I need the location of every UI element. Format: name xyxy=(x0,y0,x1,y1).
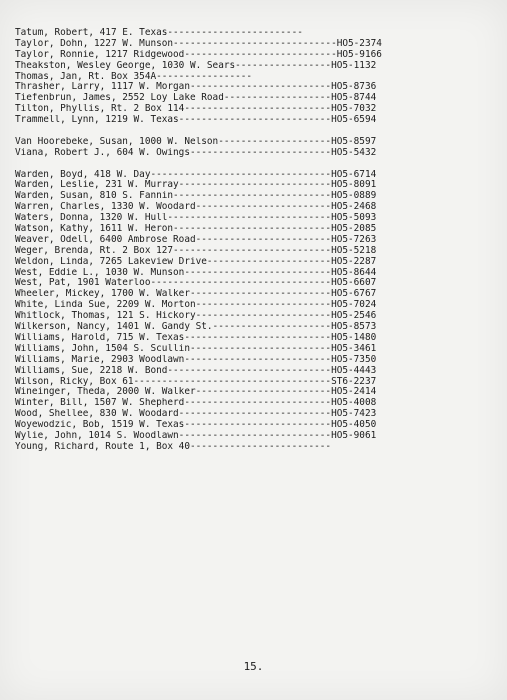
directory-list xyxy=(15,28,485,453)
directory-entry: Williams, Sue, 2218 W. Bond-----------------------------HO5-4443 xyxy=(15,365,377,376)
directory-entry: Williams, Marie, 2903 Woodlawn--------------------------HO5-7350 xyxy=(15,354,377,365)
directory-entry: Warden, Leslie, 231 W. Murray---------------------------HO5-8091 xyxy=(15,180,377,191)
directory-entry: Tiefenbrun, James, 2552 Loy Lake Road-------------------HO5-8744 xyxy=(15,93,377,104)
directory-entry: Waters, Donna, 1320 W. Hull-----------------------------HO5-5093 xyxy=(15,213,377,224)
directory-entry: Warren, Charles, 1330 W. Woodard------------------------HO5-2468 xyxy=(15,202,377,213)
directory-entry: White, Linda Sue, 2209 W. Morton------------------------HO5-7024 xyxy=(15,300,377,311)
directory-entry: Thrasher, Larry, 1117 W. Morgan-------------------------HO5-8736 xyxy=(15,82,377,93)
directory-entry: Young, Richard, Route 1, Box 40------------------------- xyxy=(15,441,332,452)
directory-entry: Warden, Susan, 810 S. Fannin----------------------------HO5-0889 xyxy=(15,191,377,202)
directory-entry: Theakston, Wesley George, 1030 W. Sears-----------------HO5-1132 xyxy=(15,60,377,71)
directory-entry: Watson, Kathy, 1611 W. Heron----------------------------HO5-2085 xyxy=(15,224,377,235)
directory-entry: Weaver, Odell, 6400 Ambrose Road------------------------HO5-7263 xyxy=(15,234,377,245)
directory-entry: West, Eddie L., 1030 W. Munson--------------------------HO5-8644 xyxy=(15,267,377,278)
directory-entry: Viana, Robert J., 604 W. Owings-------------------------HO5-5432 xyxy=(15,147,377,158)
directory-entry: Williams, Harold, 715 W. Texas--------------------------HO5-1480 xyxy=(15,332,377,343)
directory-entry: Taylor, Dohn, 1227 W. Munson-----------------------------HO5-2374 xyxy=(15,38,382,49)
directory-entry: Whitlock, Thomas, 121 S. Hickory------------------------HO5-2546 xyxy=(15,311,377,322)
directory-entry: Trammell, Lynn, 1219 W. Texas---------------------------HO5-6594 xyxy=(15,115,377,126)
directory-entry: Wheeler, Mickey, 1700 W. Walker-------------------------HO5-6767 xyxy=(15,289,377,300)
directory-entry: Tilton, Phyllis, Rt. 2 Box 114--------------------------HO5-7032 xyxy=(15,104,377,115)
directory-entry: Wilkerson, Nancy, 1401 W. Gandy St.---------------------HO5-8573 xyxy=(15,322,377,333)
page-number: 15. xyxy=(243,660,264,673)
directory-entry: Wineinger, Theda, 2000 W. Walker------------------------HO5-2414 xyxy=(15,387,377,398)
directory-entry: Taylor, Ronnie, 1217 Ridgewood---------------------------HO5-9166 xyxy=(15,49,382,60)
directory-entry: Thomas, Jan, Rt. Box 354A----------------- xyxy=(15,71,253,82)
directory-entry: Warden, Boyd, 418 W. Day--------------------------------HO5-6714 xyxy=(15,169,377,180)
directory-entry: Wilson, Ricky, Box 61-----------------------------------ST6-2237 xyxy=(15,376,377,387)
directory-entry: Van Hoorebeke, Susan, 1000 W. Nelson--------------------HO5-8597 xyxy=(15,136,377,147)
directory-entry: Tatum, Robert, 417 E. Texas------------------------ xyxy=(15,28,303,38)
directory-entry: Weger, Brenda, Rt. 2 Box 127----------------------------HO5-5218 xyxy=(15,245,377,256)
directory-entry: Wood, Shellee, 830 W. Woodard---------------------------HO5-7423 xyxy=(15,409,377,420)
section-gap xyxy=(15,126,485,137)
directory-entry: Winter, Bill, 1507 W. Shepherd--------------------------HO5-4008 xyxy=(15,398,377,409)
directory-entry: Wylie, John, 1014 S. Woodlawn---------------------------HO5-9061 xyxy=(15,430,377,441)
section-gap xyxy=(15,159,485,170)
directory-entry: Williams, John, 1504 S. Scullin-------------------------HO5-3461 xyxy=(15,343,377,354)
directory-entry: Weldon, Linda, 7265 Lakeview Drive----------------------HO5-2287 xyxy=(15,256,377,267)
directory-entry: West, Pat, 1901 Waterloo--------------------------------HO5-6607 xyxy=(15,278,377,289)
directory-entry: Woyewodzic, Bob, 1519 W. Texas--------------------------HO5-4050 xyxy=(15,420,377,431)
